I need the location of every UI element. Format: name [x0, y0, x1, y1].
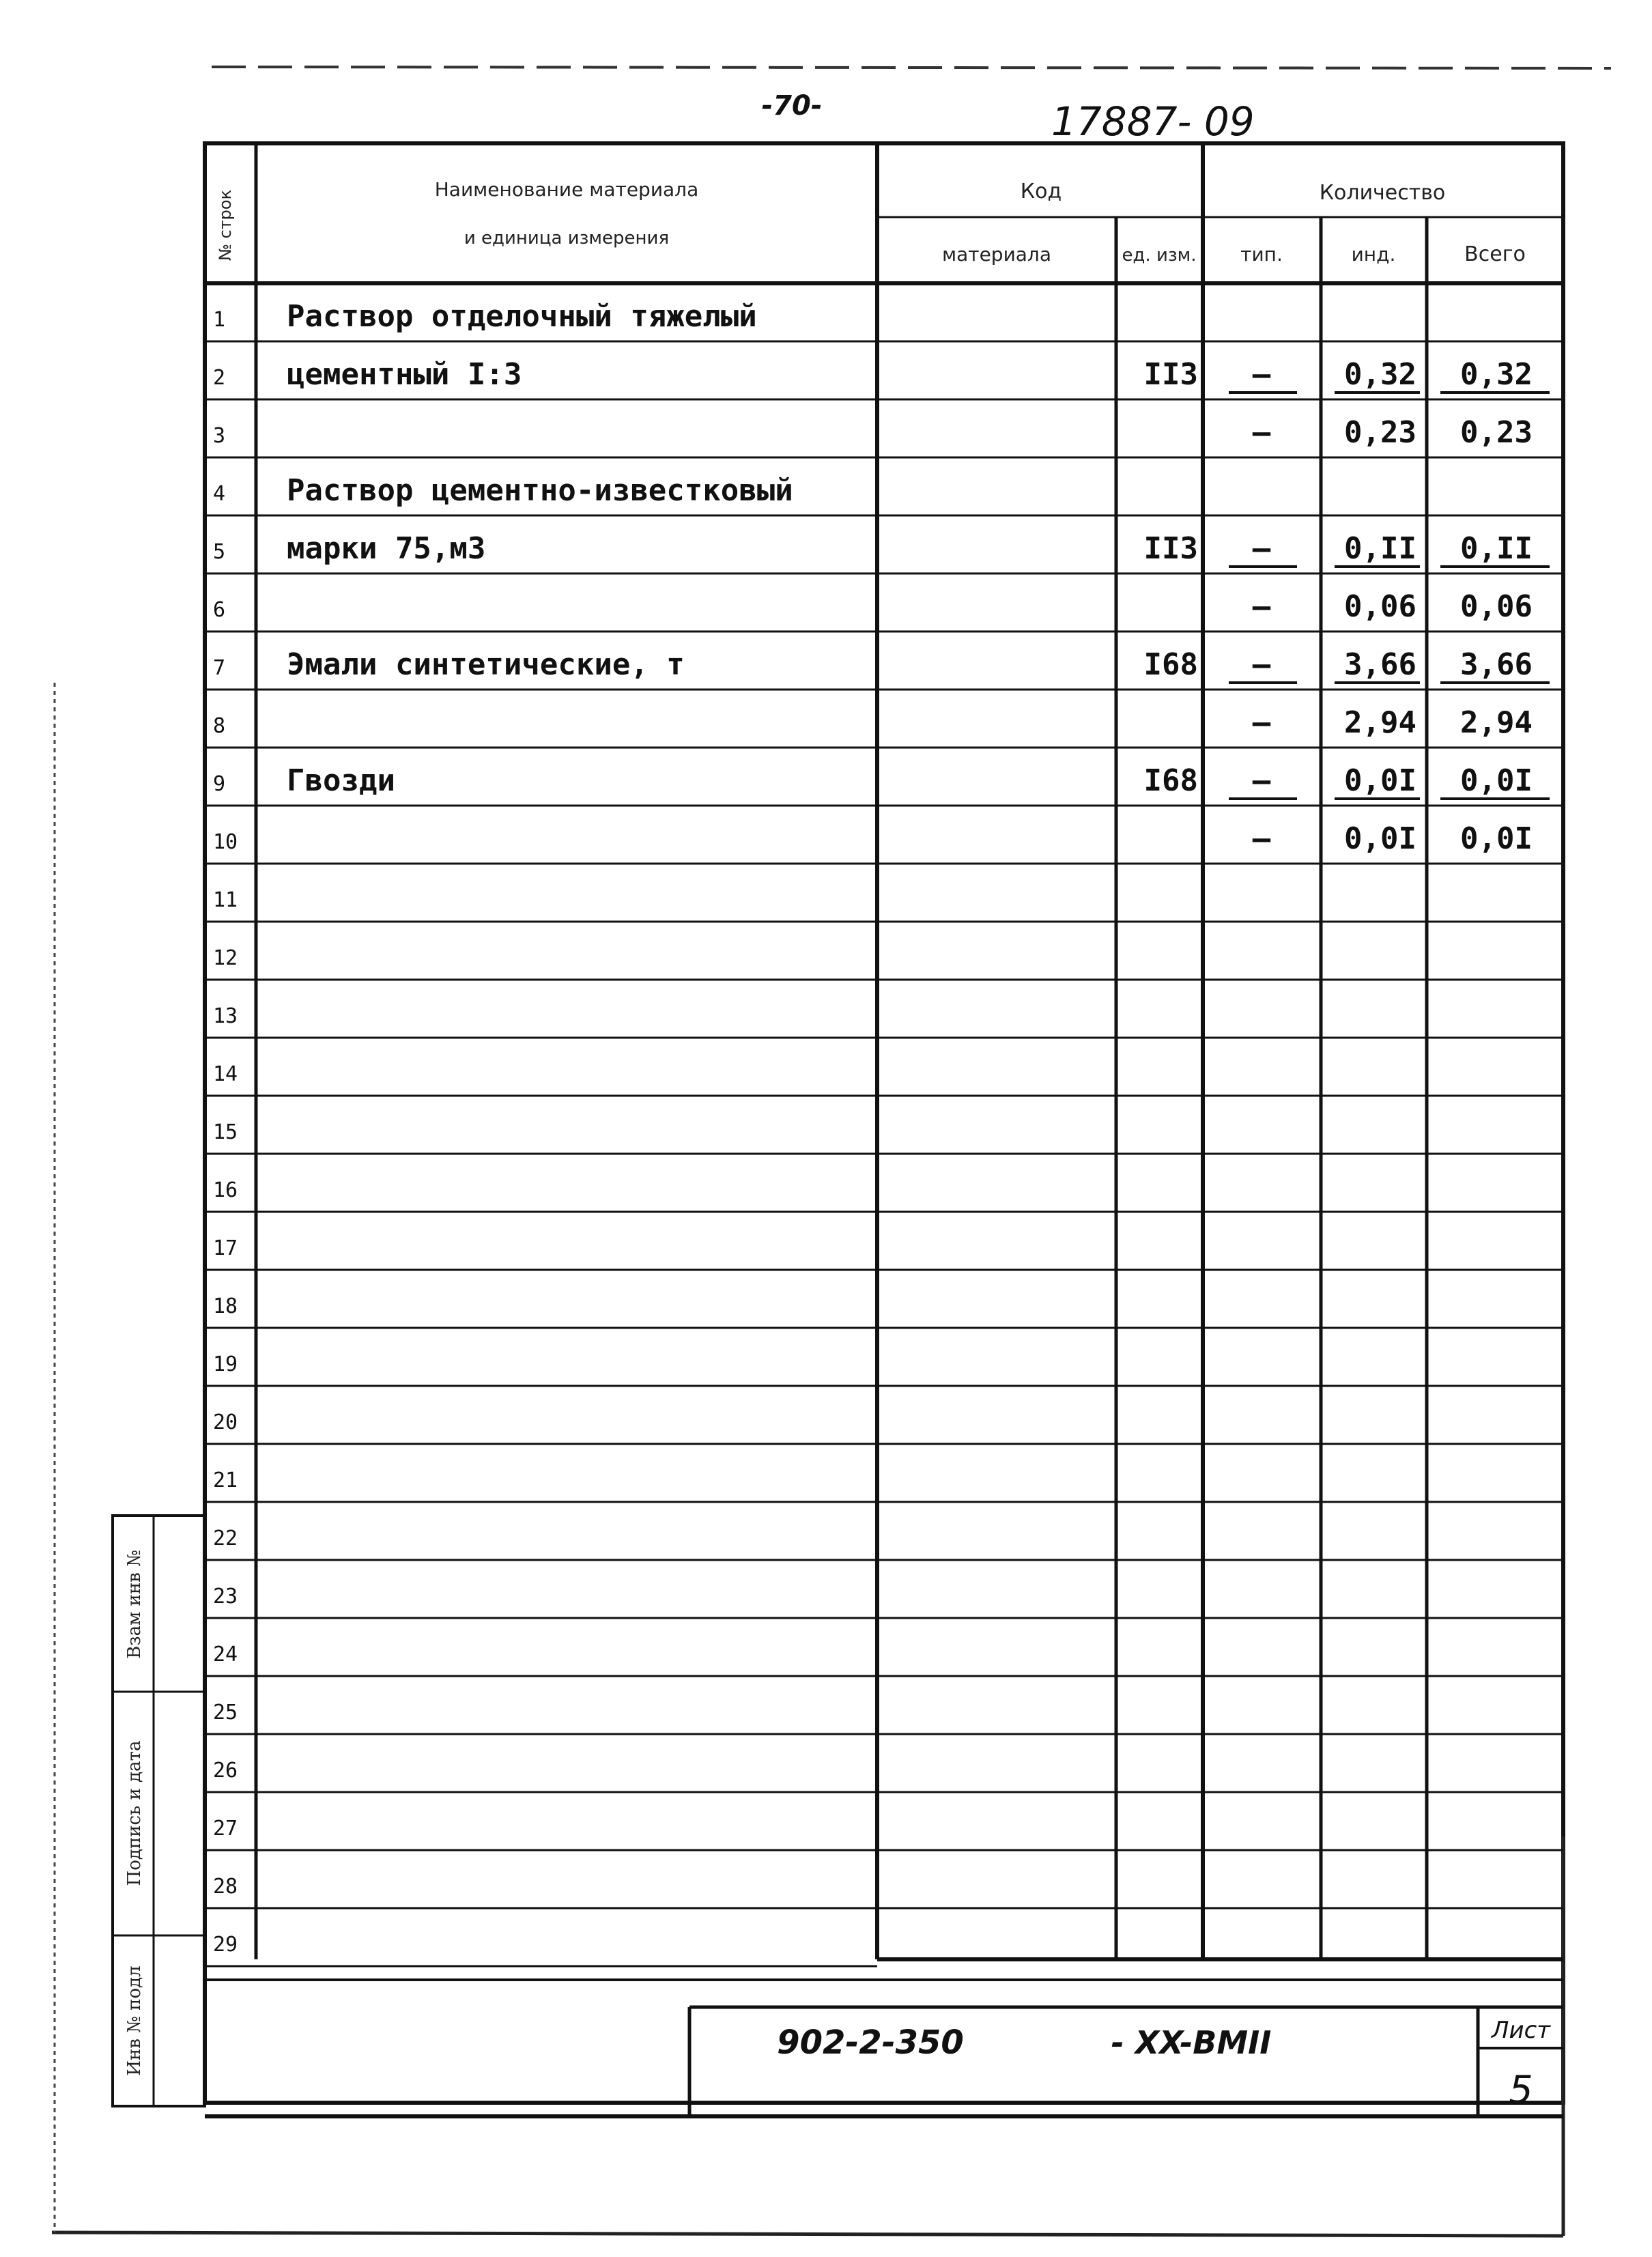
row-number: 23	[213, 1585, 238, 1608]
material-name: марки 75,м3	[287, 531, 486, 566]
table-row	[205, 531, 1563, 573]
material-name: цементный I:3	[287, 357, 522, 392]
table-row	[205, 1062, 1563, 1096]
qty-typ: –	[1252, 357, 1271, 392]
qty-ind: 3,66	[1344, 647, 1416, 682]
row-number: 25	[213, 1701, 238, 1724]
row-number: 3	[213, 424, 226, 448]
table-row	[205, 821, 1563, 864]
sheet-bottom-border	[52, 2232, 1563, 2236]
row-number: 17	[213, 1236, 238, 1260]
table-row	[205, 763, 1563, 806]
qty-total: 0,06	[1460, 589, 1533, 624]
row-number: 2	[213, 366, 226, 390]
qty-total: 0,32	[1460, 357, 1533, 392]
table-row	[205, 299, 1563, 341]
row-number: 18	[213, 1294, 238, 1318]
table-row	[205, 1178, 1563, 1212]
stamp-vzam-inv: Взам инв №	[124, 1550, 145, 1659]
row-number: 19	[213, 1352, 238, 1376]
row-number: 22	[213, 1527, 238, 1550]
row-number: 9	[213, 772, 226, 796]
row-number: 16	[213, 1178, 238, 1202]
material-name: Раствор отделочный тяжелый	[287, 299, 757, 334]
qty-ind: 0,06	[1344, 589, 1416, 624]
sheet-number: 5	[1509, 2068, 1533, 2112]
table-row	[205, 1004, 1563, 1038]
table-row	[205, 357, 1563, 399]
table-row	[205, 1527, 1563, 1560]
table-row	[205, 415, 1563, 457]
document-suffix: - XX-BMII	[1111, 2024, 1272, 2061]
table-row	[205, 946, 1563, 980]
header-quantity: Количество	[1319, 181, 1446, 205]
qty-total: 0,0I	[1460, 821, 1533, 856]
top-rule	[212, 67, 1611, 68]
unit-code: II3	[1143, 357, 1198, 392]
qty-typ: –	[1252, 531, 1271, 566]
header-qty-ind: инд.	[1351, 243, 1396, 266]
table-row	[205, 473, 1563, 515]
qty-ind: 0,23	[1344, 415, 1416, 450]
row-number: 4	[213, 482, 226, 506]
row-number: 26	[213, 1759, 238, 1783]
table-body	[205, 299, 1563, 1966]
unit-code: II3	[1143, 531, 1198, 566]
row-number: 8	[213, 714, 226, 738]
page-marker: -70-	[761, 90, 823, 122]
sheet-label: Лист	[1491, 2017, 1551, 2044]
table-row	[205, 1120, 1563, 1154]
qty-typ: –	[1252, 705, 1271, 740]
document-code: 902-2-350	[777, 2024, 964, 2062]
stamp-inv-podl: Инв № подл	[124, 1965, 145, 2076]
material-name: Гвозди	[287, 763, 395, 798]
table-row	[205, 1701, 1563, 1734]
table-row	[205, 1294, 1563, 1328]
table-row	[205, 1410, 1563, 1444]
table-row	[205, 888, 1563, 922]
table-row	[205, 1468, 1563, 1502]
row-number: 10	[213, 830, 238, 854]
row-number: 11	[213, 888, 238, 912]
header-material-name-line1: Наименование материала	[434, 178, 699, 201]
table-row	[205, 1759, 1563, 1792]
qty-ind: 0,32	[1344, 357, 1416, 392]
row-number: 1	[213, 308, 226, 332]
qty-typ: –	[1252, 589, 1271, 624]
unit-code: I68	[1143, 763, 1198, 798]
stamp-podpis-data: Подпись и дата	[124, 1740, 145, 1886]
qty-ind: 0,II	[1344, 531, 1416, 566]
qty-typ: –	[1252, 821, 1271, 856]
table-header	[216, 178, 1526, 266]
table-row	[205, 647, 1563, 690]
qty-total: 3,66	[1460, 647, 1533, 682]
header-qty-total: Всего	[1464, 242, 1526, 266]
table-row	[205, 705, 1563, 748]
table-row	[205, 589, 1563, 631]
table-row	[205, 1875, 1563, 1908]
row-number: 21	[213, 1468, 238, 1492]
qty-total: 0,II	[1460, 531, 1533, 566]
qty-typ: –	[1252, 763, 1271, 798]
material-name: Раствор цементно-известковый	[287, 473, 793, 508]
row-number: 13	[213, 1004, 238, 1028]
header-row-number: № строк	[216, 189, 235, 261]
table-row	[205, 1817, 1563, 1850]
qty-ind: 2,94	[1344, 705, 1416, 740]
table-row	[205, 1236, 1563, 1270]
table-row	[205, 1643, 1563, 1676]
header-code-material: материала	[941, 243, 1052, 266]
header-qty-typ: тип.	[1240, 243, 1283, 266]
qty-typ: –	[1252, 415, 1271, 450]
row-number: 5	[213, 540, 226, 564]
row-number: 27	[213, 1817, 238, 1841]
qty-total: 2,94	[1460, 705, 1533, 740]
row-number: 29	[213, 1933, 238, 1957]
document-number: 17887- 09	[1051, 98, 1255, 145]
unit-code: I68	[1143, 647, 1198, 682]
row-number: 14	[213, 1062, 238, 1086]
qty-total: 0,23	[1460, 415, 1533, 450]
row-number: 6	[213, 598, 226, 622]
row-number: 20	[213, 1410, 238, 1434]
table-row	[205, 1933, 877, 1966]
material-name: Эмали синтетические, т	[287, 647, 685, 682]
table-row	[205, 1352, 1563, 1386]
table-row	[205, 1585, 1563, 1618]
qty-total: 0,0I	[1460, 763, 1533, 798]
row-number: 28	[213, 1875, 238, 1899]
header-code-unit: ед. изм.	[1122, 245, 1197, 266]
header-code: Код	[1020, 180, 1062, 203]
qty-ind: 0,0I	[1344, 763, 1416, 798]
row-number: 24	[213, 1643, 238, 1666]
qty-ind: 0,0I	[1344, 821, 1416, 856]
row-number: 15	[213, 1120, 238, 1144]
row-number: 7	[213, 656, 226, 680]
header-material-name-line2: и единица измерения	[464, 228, 670, 249]
row-number: 12	[213, 946, 238, 970]
side-stamp	[113, 1516, 205, 2106]
qty-typ: –	[1252, 647, 1271, 682]
title-block	[205, 2007, 1563, 2116]
